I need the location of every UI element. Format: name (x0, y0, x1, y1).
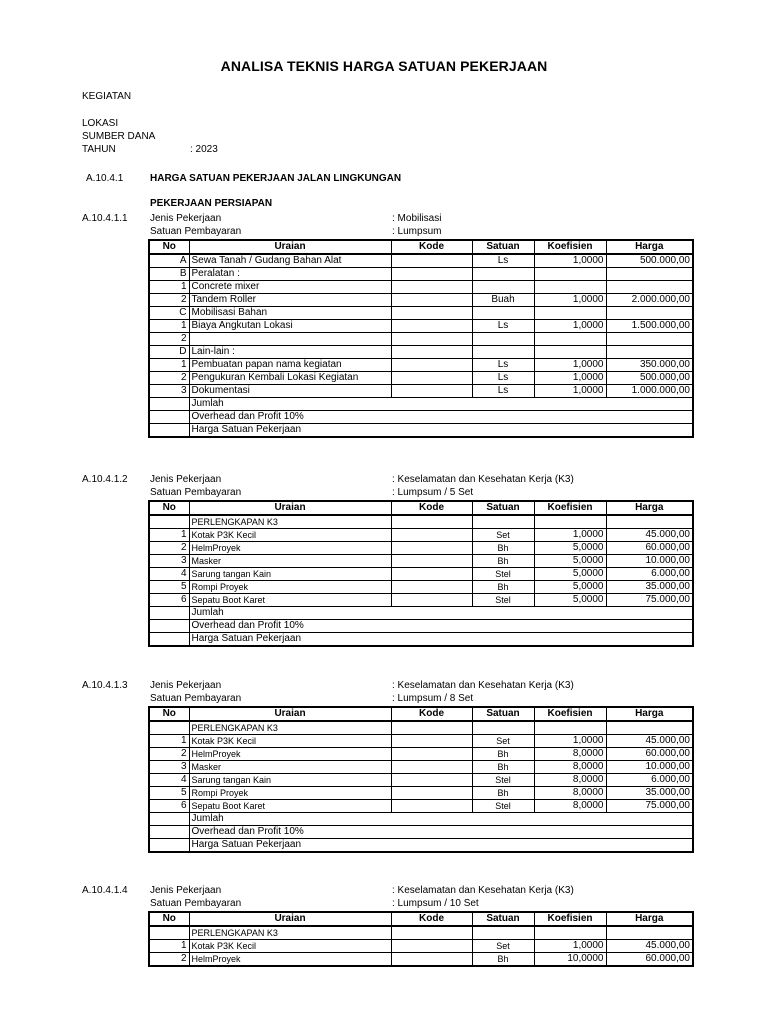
analysis-block (0, 680, 768, 853)
col-satuan-header: Satuan (472, 707, 534, 721)
cell-kode (391, 953, 472, 967)
cell-kode (391, 761, 472, 774)
cell-no: 3 (149, 555, 189, 568)
cell-kode (391, 307, 472, 320)
cell-satuan: Bh (472, 953, 534, 967)
block-meta (0, 680, 768, 706)
summary-label: Jumlah (189, 607, 693, 620)
col-kode-header: Kode (391, 707, 472, 721)
cell-satuan (472, 721, 534, 735)
summary-label: Harga Satuan Pekerjaan (189, 839, 693, 853)
summary-row-harga-satuan (149, 633, 693, 647)
lokasi-row (82, 117, 190, 130)
cell-satuan: Stel (472, 774, 534, 787)
summary-row-overhead (149, 826, 693, 839)
cell-satuan: Stel (472, 594, 534, 607)
table-row (149, 529, 693, 542)
table-row (149, 748, 693, 761)
cell-harga: 6.000,00 (606, 568, 693, 581)
analysis-table (148, 911, 694, 967)
cell-harga: 35.000,00 (606, 787, 693, 800)
cell-no (149, 721, 189, 735)
cell-satuan: Ls (472, 372, 534, 385)
cell-uraian: Concrete mixer (189, 281, 391, 294)
cell-no: D (149, 346, 189, 359)
cell-uraian: Pembuatan papan nama kegiatan (189, 359, 391, 372)
cell-koefisien (534, 926, 606, 940)
cell-no: 1 (149, 359, 189, 372)
cell-satuan: Bh (472, 542, 534, 555)
summary-no (149, 826, 189, 839)
col-satuan-header: Satuan (472, 501, 534, 515)
cell-uraian: Lain-lain : (189, 346, 391, 359)
summary-label: Jumlah (189, 398, 693, 411)
cell-satuan (472, 926, 534, 940)
col-uraian-header: Uraian (189, 707, 391, 721)
analysis-table (148, 500, 694, 647)
block-code: A.10.4.1.3 (82, 680, 128, 691)
cell-uraian: Sepatu Boot Karet (189, 594, 391, 607)
jenis-pekerjaan-value: : Keselamatan dan Kesehatan Kerja (K3) (392, 474, 574, 485)
col-no-header: No (149, 240, 189, 254)
cell-harga (606, 515, 693, 529)
satuan-pembayaran-label: Satuan Pembayaran (150, 487, 242, 498)
cell-koefisien: 10,0000 (534, 953, 606, 967)
cell-no: 6 (149, 594, 189, 607)
cell-kode (391, 515, 472, 529)
cell-koefisien (534, 281, 606, 294)
cell-koefisien: 1,0000 (534, 372, 606, 385)
cell-no: 4 (149, 774, 189, 787)
cell-uraian: Tandem Roller (189, 294, 391, 307)
summary-label: Overhead dan Profit 10% (189, 411, 693, 424)
summary-row-harga-satuan (149, 839, 693, 853)
table-row (149, 542, 693, 555)
col-satuan-header: Satuan (472, 240, 534, 254)
section-code: A.10.4.1 (86, 173, 124, 184)
cell-harga: 500.000,00 (606, 254, 693, 268)
cell-harga: 45.000,00 (606, 529, 693, 542)
table-row (149, 735, 693, 748)
cell-uraian: PERLENGKAPAN K3 (189, 721, 391, 735)
cell-no (149, 515, 189, 529)
cell-uraian: Sarung tangan Kain (189, 774, 391, 787)
jenis-pekerjaan-label: Jenis Pekerjaan (150, 213, 222, 224)
cell-harga: 60.000,00 (606, 542, 693, 555)
cell-no: 4 (149, 568, 189, 581)
cell-harga (606, 281, 693, 294)
cell-satuan: Set (472, 940, 534, 953)
cell-uraian: Rompi Proyek (189, 581, 391, 594)
satuan-pembayaran-value: : Lumpsum / 10 Set (392, 898, 479, 909)
cell-harga: 1.000.000,00 (606, 385, 693, 398)
table-row (149, 294, 693, 307)
summary-no (149, 620, 189, 633)
summary-label: Overhead dan Profit 10% (189, 620, 693, 633)
cell-uraian: Mobilisasi Bahan (189, 307, 391, 320)
summary-no (149, 424, 189, 438)
table-row (149, 359, 693, 372)
cell-satuan (472, 268, 534, 281)
cell-koefisien (534, 721, 606, 735)
cell-no: 2 (149, 372, 189, 385)
cell-koefisien: 8,0000 (534, 800, 606, 813)
col-kode-header: Kode (391, 240, 472, 254)
section-title: HARGA SATUAN PEKERJAAN JALAN LINGKUNGAN (150, 173, 402, 184)
cell-kode (391, 555, 472, 568)
cell-koefisien: 1,0000 (534, 320, 606, 333)
summary-row-overhead (149, 620, 693, 633)
cell-koefisien: 8,0000 (534, 761, 606, 774)
cell-uraian: Masker (189, 761, 391, 774)
cell-satuan (472, 515, 534, 529)
table-row (149, 320, 693, 333)
cell-harga: 1.500.000,00 (606, 320, 693, 333)
cell-satuan (472, 307, 534, 320)
cell-kode (391, 333, 472, 346)
kegiatan-row (82, 90, 190, 103)
cell-koefisien: 1,0000 (534, 385, 606, 398)
cell-no: 2 (149, 953, 189, 967)
cell-harga: 35.000,00 (606, 581, 693, 594)
cell-koefisien: 5,0000 (534, 555, 606, 568)
cell-kode (391, 568, 472, 581)
col-harga-header: Harga (606, 912, 693, 926)
block-meta (0, 474, 768, 500)
cell-kode (391, 529, 472, 542)
cell-kode (391, 774, 472, 787)
table-row (149, 254, 693, 268)
summary-row-overhead (149, 411, 693, 424)
table-row (149, 333, 693, 346)
cell-no: C (149, 307, 189, 320)
analysis-table (148, 239, 694, 438)
cell-harga (606, 268, 693, 281)
cell-no: 2 (149, 294, 189, 307)
cell-satuan: Ls (472, 254, 534, 268)
cell-harga: 60.000,00 (606, 953, 693, 967)
col-no-header: No (149, 501, 189, 515)
cell-kode (391, 320, 472, 333)
block-code: A.10.4.1.4 (82, 885, 128, 896)
cell-kode (391, 926, 472, 940)
cell-kode (391, 594, 472, 607)
table-row (149, 926, 693, 940)
table-header-row (149, 501, 693, 515)
cell-koefisien: 1,0000 (534, 735, 606, 748)
table-row (149, 800, 693, 813)
summary-row-jumlah (149, 813, 693, 826)
jenis-pekerjaan-value: : Keselamatan dan Kesehatan Kerja (K3) (392, 885, 574, 896)
page-title: ANALISA TEKNIS HARGA SATUAN PEKERJAAN (220, 58, 548, 74)
cell-koefisien (534, 268, 606, 281)
col-koefisien-header: Koefisien (534, 912, 606, 926)
cell-uraian: Rompi Proyek (189, 787, 391, 800)
table-row (149, 594, 693, 607)
summary-label: Overhead dan Profit 10% (189, 826, 693, 839)
cell-uraian: HelmProyek (189, 953, 391, 967)
col-kode-header: Kode (391, 912, 472, 926)
cell-satuan: Set (472, 735, 534, 748)
col-harga-header: Harga (606, 501, 693, 515)
summary-row-jumlah (149, 398, 693, 411)
col-no-header: No (149, 912, 189, 926)
cell-no: 1 (149, 320, 189, 333)
cell-uraian: Biaya Angkutan Lokasi (189, 320, 391, 333)
cell-uraian: Masker (189, 555, 391, 568)
cell-harga (606, 307, 693, 320)
cell-uraian: Sepatu Boot Karet (189, 800, 391, 813)
cell-uraian: Kotak P3K Kecil (189, 529, 391, 542)
table-row (149, 515, 693, 529)
cell-koefisien: 5,0000 (534, 581, 606, 594)
cell-kode (391, 940, 472, 953)
cell-uraian: HelmProyek (189, 748, 391, 761)
cell-no: 5 (149, 581, 189, 594)
analysis-block (0, 213, 768, 438)
cell-koefisien: 5,0000 (534, 594, 606, 607)
col-koefisien-header: Koefisien (534, 240, 606, 254)
cell-satuan: Bh (472, 787, 534, 800)
summary-no (149, 411, 189, 424)
table-row (149, 346, 693, 359)
cell-kode (391, 721, 472, 735)
sumber-dana-label: SUMBER DANA (82, 131, 156, 142)
table-row (149, 581, 693, 594)
jenis-pekerjaan-value: : Keselamatan dan Kesehatan Kerja (K3) (392, 680, 574, 691)
cell-kode (391, 254, 472, 268)
cell-satuan: Ls (472, 385, 534, 398)
cell-harga: 45.000,00 (606, 735, 693, 748)
col-uraian-header: Uraian (189, 240, 391, 254)
block-code: A.10.4.1.2 (82, 474, 128, 485)
cell-satuan: Bh (472, 555, 534, 568)
cell-koefisien (534, 515, 606, 529)
cell-satuan: Stel (472, 568, 534, 581)
table-row (149, 555, 693, 568)
summary-label: Harga Satuan Pekerjaan (189, 633, 693, 647)
summary-no (149, 633, 189, 647)
lokasi-label: LOKASI (82, 118, 119, 129)
cell-harga (606, 333, 693, 346)
cell-harga (606, 721, 693, 735)
table-row (149, 953, 693, 967)
cell-kode (391, 735, 472, 748)
cell-koefisien (534, 333, 606, 346)
col-satuan-header: Satuan (472, 912, 534, 926)
cell-uraian: Sewa Tanah / Gudang Bahan Alat (189, 254, 391, 268)
cell-satuan: Stel (472, 800, 534, 813)
analysis-block (0, 474, 768, 647)
table-row (149, 787, 693, 800)
cell-koefisien: 1,0000 (534, 359, 606, 372)
cell-harga: 45.000,00 (606, 940, 693, 953)
col-harga-header: Harga (606, 707, 693, 721)
cell-kode (391, 359, 472, 372)
cell-uraian: Pengukuran Kembali Lokasi Kegiatan (189, 372, 391, 385)
cell-koefisien (534, 346, 606, 359)
summary-no (149, 607, 189, 620)
satuan-pembayaran-value: : Lumpsum (392, 226, 442, 237)
cell-harga (606, 926, 693, 940)
cell-satuan: Ls (472, 320, 534, 333)
cell-no: A (149, 254, 189, 268)
kegiatan-label: KEGIATAN (82, 91, 132, 102)
summary-row-harga-satuan (149, 424, 693, 438)
table-row (149, 761, 693, 774)
tahun-value: : 2023 (190, 144, 218, 155)
cell-satuan (472, 333, 534, 346)
cell-satuan: Bh (472, 761, 534, 774)
block-meta (0, 885, 768, 911)
cell-no: 2 (149, 542, 189, 555)
cell-satuan: Bh (472, 748, 534, 761)
col-kode-header: Kode (391, 501, 472, 515)
cell-satuan (472, 346, 534, 359)
section-subtitle: PEKERJAAN PERSIAPAN (150, 198, 273, 209)
block-code: A.10.4.1.1 (82, 213, 128, 224)
cell-koefisien: 5,0000 (534, 542, 606, 555)
col-harga-header: Harga (606, 240, 693, 254)
satuan-pembayaran-label: Satuan Pembayaran (150, 898, 242, 909)
cell-satuan (472, 281, 534, 294)
cell-uraian: Sarung tangan Kain (189, 568, 391, 581)
cell-uraian: Kotak P3K Kecil (189, 940, 391, 953)
analysis-block (0, 885, 768, 967)
cell-koefisien (534, 307, 606, 320)
cell-harga: 10.000,00 (606, 555, 693, 568)
cell-no: 2 (149, 748, 189, 761)
cell-uraian: PERLENGKAPAN K3 (189, 926, 391, 940)
summary-no (149, 839, 189, 853)
sumber-dana-row (82, 130, 190, 143)
cell-no (149, 926, 189, 940)
cell-satuan: Bh (472, 581, 534, 594)
table-header-row (149, 707, 693, 721)
table-header-row (149, 912, 693, 926)
cell-kode (391, 581, 472, 594)
cell-harga: 60.000,00 (606, 748, 693, 761)
analysis-table (148, 706, 694, 853)
cell-kode (391, 346, 472, 359)
table-row (149, 372, 693, 385)
tahun-label: TAHUN (82, 144, 116, 155)
cell-harga: 350.000,00 (606, 359, 693, 372)
summary-no (149, 813, 189, 826)
cell-harga: 75.000,00 (606, 594, 693, 607)
cell-koefisien: 1,0000 (534, 254, 606, 268)
col-uraian-header: Uraian (189, 912, 391, 926)
satuan-pembayaran-label: Satuan Pembayaran (150, 693, 242, 704)
cell-kode (391, 748, 472, 761)
cell-uraian: HelmProyek (189, 542, 391, 555)
cell-kode (391, 542, 472, 555)
table-row (149, 721, 693, 735)
cell-kode (391, 787, 472, 800)
col-uraian-header: Uraian (189, 501, 391, 515)
satuan-pembayaran-label: Satuan Pembayaran (150, 226, 242, 237)
table-row (149, 307, 693, 320)
cell-no: 1 (149, 735, 189, 748)
cell-harga: 6.000,00 (606, 774, 693, 787)
cell-uraian: Kotak P3K Kecil (189, 735, 391, 748)
cell-harga (606, 346, 693, 359)
cell-uraian (189, 333, 391, 346)
cell-satuan: Buah (472, 294, 534, 307)
cell-kode (391, 800, 472, 813)
satuan-pembayaran-value: : Lumpsum / 8 Set (392, 693, 474, 704)
summary-row-jumlah (149, 607, 693, 620)
tahun-row (82, 143, 218, 156)
table-row (149, 568, 693, 581)
cell-koefisien: 5,0000 (534, 568, 606, 581)
cell-koefisien: 8,0000 (534, 748, 606, 761)
summary-label: Jumlah (189, 813, 693, 826)
table-row (149, 268, 693, 281)
cell-no: 1 (149, 529, 189, 542)
cell-no: 6 (149, 800, 189, 813)
cell-koefisien: 1,0000 (534, 294, 606, 307)
cell-harga: 2.000.000,00 (606, 294, 693, 307)
cell-koefisien: 1,0000 (534, 529, 606, 542)
table-row (149, 281, 693, 294)
cell-no: 1 (149, 940, 189, 953)
cell-harga: 500.000,00 (606, 372, 693, 385)
cell-uraian: PERLENGKAPAN K3 (189, 515, 391, 529)
block-meta (0, 213, 768, 239)
cell-no: 1 (149, 281, 189, 294)
cell-koefisien: 8,0000 (534, 774, 606, 787)
cell-uraian: Dokumentasi (189, 385, 391, 398)
cell-kode (391, 268, 472, 281)
jenis-pekerjaan-label: Jenis Pekerjaan (150, 474, 222, 485)
cell-no: 3 (149, 385, 189, 398)
cell-no: 2 (149, 333, 189, 346)
col-no-header: No (149, 707, 189, 721)
cell-kode (391, 294, 472, 307)
cell-satuan: Ls (472, 359, 534, 372)
jenis-pekerjaan-value: : Mobilisasi (392, 213, 442, 224)
cell-harga: 10.000,00 (606, 761, 693, 774)
jenis-pekerjaan-label: Jenis Pekerjaan (150, 680, 222, 691)
cell-koefisien: 8,0000 (534, 787, 606, 800)
table-row (149, 774, 693, 787)
table-row (149, 385, 693, 398)
jenis-pekerjaan-label: Jenis Pekerjaan (150, 885, 222, 896)
cell-kode (391, 372, 472, 385)
cell-kode (391, 281, 472, 294)
table-row (149, 940, 693, 953)
cell-no: 5 (149, 787, 189, 800)
cell-harga: 75.000,00 (606, 800, 693, 813)
cell-koefisien: 1,0000 (534, 940, 606, 953)
cell-kode (391, 385, 472, 398)
cell-no: 3 (149, 761, 189, 774)
table-header-row (149, 240, 693, 254)
summary-label: Harga Satuan Pekerjaan (189, 424, 693, 438)
col-koefisien-header: Koefisien (534, 501, 606, 515)
summary-no (149, 398, 189, 411)
col-koefisien-header: Koefisien (534, 707, 606, 721)
cell-satuan: Set (472, 529, 534, 542)
satuan-pembayaran-value: : Lumpsum / 5 Set (392, 487, 474, 498)
cell-no: B (149, 268, 189, 281)
cell-uraian: Peralatan : (189, 268, 391, 281)
